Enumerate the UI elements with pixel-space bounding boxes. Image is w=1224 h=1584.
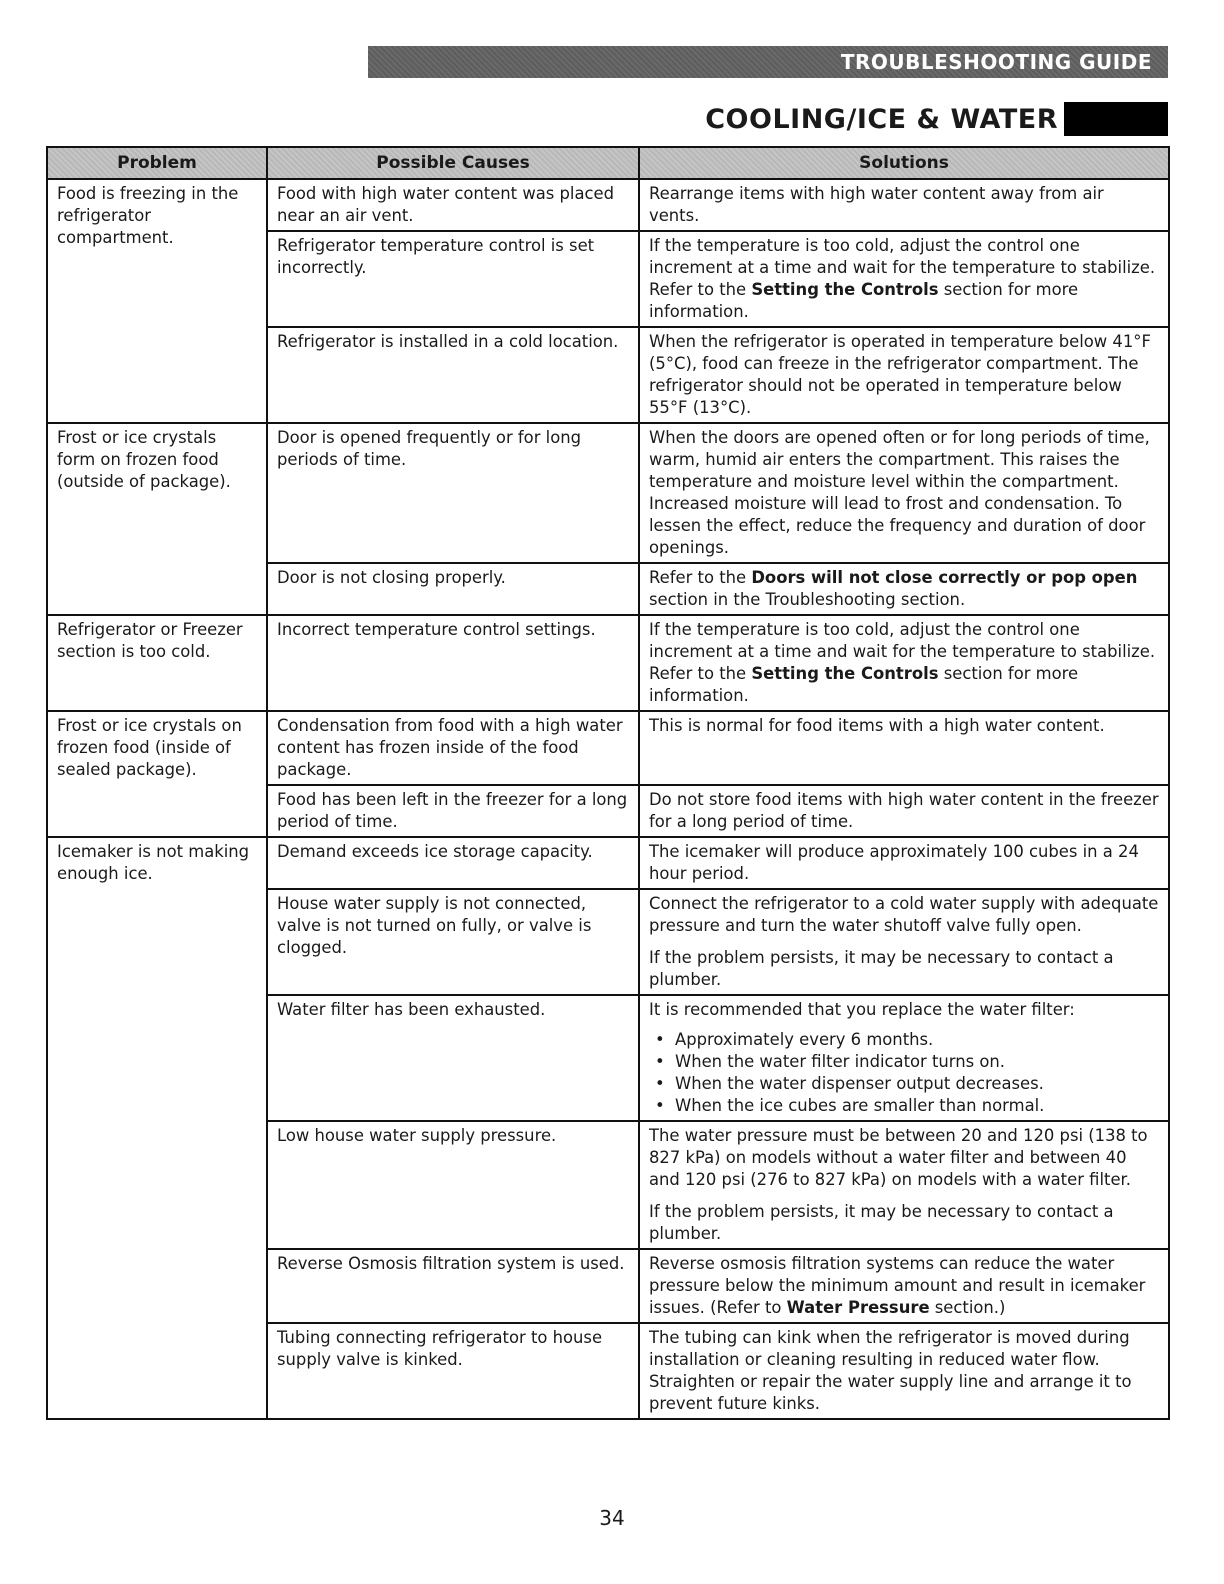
solution-paragraph: Rearrange items with high water content away from air vents. [649, 184, 1104, 225]
solution-cell [639, 995, 1169, 1121]
cause-cell: Incorrect temperature control settings. [267, 615, 639, 711]
cause-cell: Food has been left in the freezer for a long period of time. [267, 785, 639, 837]
solution-paragraph [649, 1253, 1159, 1319]
troubleshooting-table [46, 146, 1170, 1420]
solution-cell [639, 179, 1169, 231]
table-row [47, 179, 1169, 231]
table-row [47, 711, 1169, 785]
solution-text: If the temperature is too cold, adjust the control one increment at a time and wait for the temperature to stabilize. Refer to the [649, 236, 1156, 299]
section-title-text: COOLING/ICE & WATER [705, 103, 1058, 135]
problem-cell: Food is freezing in the refrigerator compartment. [47, 179, 267, 423]
solution-text: section.) [929, 1298, 1006, 1317]
solution-paragraph: Do not store food items with high water content in the freezer for a long period of time. [649, 790, 1159, 831]
solution-text: section for more information. [649, 280, 1079, 321]
solution-paragraph: The tubing can kink when the refrigerator is moved during installation or cleaning resulting in reduced water flow. Straighten or repair the water supply line and arrange it to prevent future kinks. [649, 1328, 1132, 1413]
solution-cell [639, 889, 1169, 995]
guide-title-bar [368, 46, 1168, 78]
solution-cell [639, 1249, 1169, 1323]
column-header-causes: Possible Causes [267, 147, 639, 179]
table-header-row [47, 147, 1169, 179]
section-reference: Setting the Controls [751, 280, 939, 299]
table-body [47, 179, 1169, 1419]
solution-text: Refer to the [649, 568, 752, 587]
page-number: 34 [599, 1506, 625, 1530]
problem-cell: Refrigerator or Freezer section is too cold. [47, 615, 267, 711]
solution-cell [639, 785, 1169, 837]
list-item: • When the water filter indicator turns on. [675, 1051, 1159, 1073]
problem-cell: Icemaker is not making enough ice. [47, 837, 267, 1419]
solution-cell [639, 327, 1169, 423]
section-title [705, 102, 1168, 136]
solution-cell [639, 837, 1169, 889]
solution-paragraph: Connect the refrigerator to a cold water supply with adequate pressure and turn the water shutoff valve fully open. [649, 894, 1159, 935]
cause-cell: Refrigerator temperature control is set incorrectly. [267, 231, 639, 327]
cause-cell: Door is not closing properly. [267, 563, 639, 615]
solution-cell [639, 563, 1169, 615]
column-header-problem: Problem [47, 147, 267, 179]
solution-cell [639, 231, 1169, 327]
section-reference: Doors will not close correctly or pop open [751, 568, 1138, 587]
solution-paragraph: When the refrigerator is operated in temperature below 41°F (5°C), food can freeze in the refrigerator compartment. The refrigerator should not be operated in temperature below 55°F (13°C). [649, 332, 1151, 417]
list-item: • When the ice cubes are smaller than normal. [675, 1095, 1159, 1117]
cause-cell: Door is opened frequently or for long periods of time. [267, 423, 639, 563]
solution-text: section in the Troubleshooting section. [649, 590, 966, 609]
solution-cell [639, 423, 1169, 563]
cause-cell: Reverse Osmosis filtration system is used. [267, 1249, 639, 1323]
column-header-solutions: Solutions [639, 147, 1169, 179]
section-reference: Water Pressure [786, 1298, 930, 1317]
table-row [47, 837, 1169, 889]
solution-cell [639, 711, 1169, 785]
solution-cell [639, 615, 1169, 711]
solution-paragraph [649, 567, 1159, 611]
solution-paragraph: This is normal for food items with a high water content. [649, 716, 1105, 735]
solution-paragraph: When the doors are opened often or for long periods of time, warm, humid air enters the compartment. This raises the temperature and moisture level within the compartment. Increased moisture will lead to frost and condensation. To lessen the effect, reduce the frequency and duration of door openings. [649, 428, 1150, 557]
problem-cell: Frost or ice crystals on frozen food (inside of sealed package). [47, 711, 267, 837]
cause-cell: Low house water supply pressure. [267, 1121, 639, 1249]
cause-cell: Tubing connecting refrigerator to house supply valve is kinked. [267, 1323, 639, 1419]
solution-cell [639, 1323, 1169, 1419]
cause-cell: Demand exceeds ice storage capacity. [267, 837, 639, 889]
solution-cell [639, 1121, 1169, 1249]
list-item: • Approximately every 6 months. [675, 1029, 1159, 1051]
solution-paragraph: If the problem persists, it may be necessary to contact a plumber. [649, 948, 1114, 989]
solution-paragraph: It is recommended that you replace the water filter: [649, 1000, 1075, 1019]
list-item: • When the water dispenser output decreases. [675, 1073, 1159, 1095]
solution-text: If the temperature is too cold, adjust the control one increment at a time and wait for the temperature to stabilize. Refer to the [649, 620, 1156, 683]
problem-cell: Frost or ice crystals form on frozen food (outside of package). [47, 423, 267, 615]
section-reference: Setting the Controls [751, 664, 939, 683]
solution-text: Reverse osmosis filtration systems can reduce the water pressure below the minimum amount and result in icemaker issues. (Refer to [649, 1254, 1146, 1317]
solution-text: section for more information. [649, 664, 1079, 705]
table-row [47, 423, 1169, 563]
cause-cell: Condensation from food with a high water content has frozen inside of the food package. [267, 711, 639, 785]
solution-paragraph: The water pressure must be between 20 and 120 psi (138 to 827 kPa) on models without a water filter and between 40 and 120 psi (276 to 827 kPa) on models with a water filter. [649, 1126, 1148, 1189]
table-row [47, 615, 1169, 711]
cause-cell: House water supply is not connected, valve is not turned on fully, or valve is clogged. [267, 889, 639, 995]
solution-paragraph [649, 235, 1159, 323]
section-tab-marker [1064, 102, 1168, 136]
cause-cell: Water filter has been exhausted. [267, 995, 639, 1121]
solution-bullet-list [649, 1029, 1159, 1117]
cause-cell: Food with high water content was placed near an air vent. [267, 179, 639, 231]
guide-title: TROUBLESHOOTING GUIDE [840, 50, 1152, 74]
solution-paragraph [649, 619, 1159, 707]
cause-cell: Refrigerator is installed in a cold location. [267, 327, 639, 423]
solution-paragraph: The icemaker will produce approximately 100 cubes in a 24 hour period. [649, 842, 1139, 883]
solution-paragraph: If the problem persists, it may be necessary to contact a plumber. [649, 1202, 1114, 1243]
